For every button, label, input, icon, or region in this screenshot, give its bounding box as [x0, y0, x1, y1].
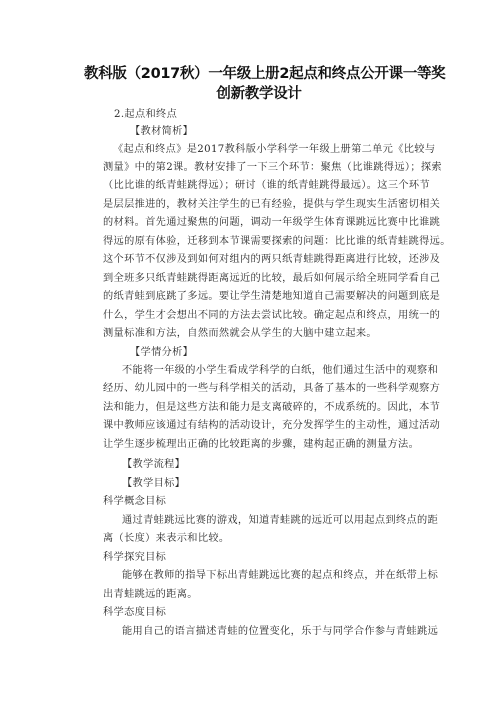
goal-concept-heading: 科学概念目标: [103, 496, 167, 507]
material-line-11: 测量标准和方法，自然而然就会从学生的大脑中建立起来。: [103, 328, 377, 339]
material-line-10: 什么，学生才会想出不同的方法去尝试比较。确定起点和终点，用统一的: [103, 310, 441, 321]
analysis-line-5: 让学生逐步梳理出正确的比较距离的步骤，建构起正确的测量方法。: [103, 439, 420, 450]
document-title-line-2: 创新教学设计: [216, 86, 302, 102]
goal-concept-line-1: 通过青蛙跳远比赛的游戏，知道青蛙跳的远近可以用起点到终点的距: [122, 515, 439, 526]
analysis-line-4: 课中教师应该通过有结构的活动设计，充分发挥学生的主动性，通过活动: [103, 420, 441, 431]
goals-heading: 【教学目标】: [122, 478, 186, 489]
section-heading: 2.起点和终点: [114, 109, 178, 120]
document-title-line-1: 教科版（2017秋）一年级上册2起点和终点公开课一等奖: [84, 66, 446, 82]
material-heading: 【教材简析】: [130, 126, 194, 137]
analysis-heading: 【学情分析】: [130, 347, 194, 358]
material-line-6: 得远的原有体验，迁移到本节课需要探索的问题：比比谁的纸青蛙跳得远。: [103, 236, 451, 247]
material-line-8: 到全班多只纸青蛙跳得距离远近的比较，最后如何展示给全班同学看自己: [103, 273, 441, 284]
material-line-1: 《起点和终点》是2017教科版小学科学一年级上册第二单元《比较与: [113, 144, 436, 155]
material-line-3: （比比谁的纸青蛙跳得远）；研讨（谁的纸青蛙跳得最远）。这三个环节: [103, 180, 430, 191]
goal-attitude-heading: 科学态度目标: [103, 607, 167, 618]
material-line-4: 是层层推进的，教材关注学生的已有经验，提供与学生现实生活密切相关: [103, 199, 441, 210]
material-line-9: 的纸青蛙到底跳了多远。要让学生清楚地知道自己需要解决的问题到底是: [103, 291, 441, 302]
material-line-2: 测量》中的第2课。教材安排了一下三个环节：聚焦（比谁跳得远）；探索: [103, 162, 442, 173]
analysis-line-1: 不能将一年级的小学生看成学科学的白纸，他们通过生活中的观察和: [122, 365, 439, 376]
goal-inquiry-heading: 科学探究目标: [103, 552, 167, 563]
goal-attitude-line-1: 能用自己的语言描述青蛙的位置变化，乐于与同学合作参与青蛙跳远: [122, 626, 439, 637]
material-line-7: 这个环节不仅涉及到如何对组内的两只纸青蛙跳得距离进行比较，还涉及: [103, 254, 441, 265]
analysis-line-3: 法和能力，但是这些方法和能力是支离破碎的，不成系统的。因此，本节: [103, 402, 441, 413]
goal-inquiry-line-2: 出青蛙跳远的距离。: [103, 589, 198, 600]
goal-inquiry-line-1: 能够在教师的指导下标出青蛙跳远比赛的起点和终点，并在纸带上标: [122, 570, 439, 581]
process-heading: 【教学流程】: [122, 459, 186, 470]
material-line-5: 的材料。首先通过聚焦的问题，调动一年级学生体育课跳远比赛中比谁跳: [103, 217, 441, 228]
goal-concept-line-2: 离（长度）来表示和比较。: [103, 533, 230, 544]
analysis-line-2: 经历、幼儿园中的一些与科学相关的活动，具备了基本的一些科学观察方: [103, 383, 441, 394]
